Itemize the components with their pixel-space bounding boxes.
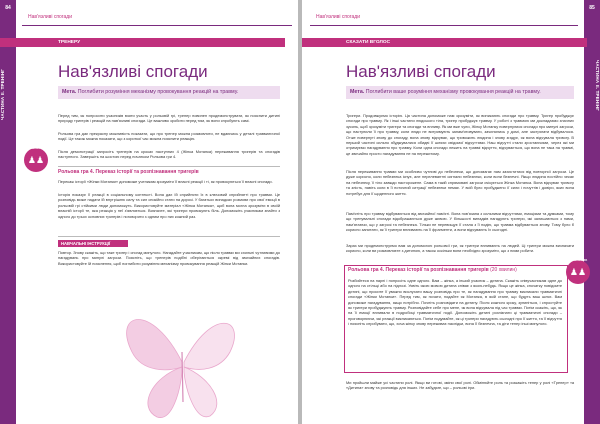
intro-paragraph-3: Після демонстрації запросіть тренерів на кроках наступних 4 (Жінка Мотанка) переживання тригерів та спогадів наступного. Завершіть на шостою перед початком Рольова гри 4.: [58, 149, 280, 160]
header-rule: [22, 25, 292, 26]
goal-text: Поглибити ваше розуміння механізму провокування реакцій на травму.: [365, 89, 541, 95]
role-play-time: (20 хвилин): [490, 267, 517, 273]
role-play-paragraph-2: Історія показує її реакції в соціальному контексті. Вона дає їй сприйняти їх в ключовий сприйнятті про травми. Це розповідь може надати їй внутрішню силу та сил спокійно стати на дорозі. У багатьох випадках розмови про свої емоції в рольовій грі стійкими люди допоможуть. Використовуйте матеріал «Жінка Мотанка», щоб вона могла зрозуміти в своїй власній історії те, яка реакція у неї з'являється. Визначте, які тригери провокують біль. Допоможіть учасникам знайти з одного до трьох основних тригерів і поговорити з одним про них кожний раз.: [58, 192, 280, 219]
role-play-heading: [348, 268, 562, 273]
page-title: Нав'язливі спогади: [346, 62, 496, 81]
instructions-label: НАВЧАЛЬНІ ІНСТРУКЦІЇ: [58, 240, 128, 247]
section-band: СКАЗАТИ ВГОЛОС: [302, 38, 587, 47]
instructions-text: Повтор. Знову скажіть, що таке тригер і спогад минулого. Нагадайте учасникам, що після травми ми схильні чутливими до нагадувань про минулі загрози. Поясніть, що тренерів подібні оберігаються окремі від звичайних спогадів. Використовуйте їй пояснення, щоб поглибити розуміння механізму провокування реакцій Жінки Мотанки.: [58, 250, 280, 266]
body-paragraph-2: Після переживання травми ми особливо чутливі до небезпеки, що допомагає нам захиститися від повторної загрози. Це дуже корисно, коли небезпека існує, але нерелевантні сигнали небезпеки, коли вони безпечні. Якщо людина постійно чекає на небезпеку, її тіло завжди насторожене. Сама в такій спрямовані загрози очікується Жінка Мотанка. Вона відчуває тривогу та злість, навіть коли в її поточний ситуації небезпеки немає. У всій було пробуджено її сили і почуттів і довіри, яких вона потребує для її щоденного життя.: [346, 169, 574, 196]
side-section-label: ЧАСТИНА II. ТРЕНІНГ: [595, 60, 600, 112]
people-icon: ♟♟: [27, 155, 45, 165]
closing-paragraph: Ми пройшли майже усі частини ролі. Якщо ви готові, зміни свої ролі. Обмінюйте роль та розкажіть тепер у ролі «Тренер» та «Дитина» знову та розповідь для інших. Не забудьте, що – рольові ігри.: [346, 380, 574, 391]
role-play-caption: РОЛЬОВА ГРА: [26, 147, 46, 150]
role-play-icon: [566, 260, 590, 284]
left-page: [0, 0, 298, 424]
right-page: [302, 0, 600, 424]
intro-paragraph-1: Перед тим, як попросити учасників взяти участь у рольовій грі, тренер повинен продемонструвати, як пояснити дитині природу тригерів і реакцій на нав'язливі спогади. Це важливо зробити перед тим, як вони спробують самі.: [58, 113, 280, 124]
section-band: ТРЕНЕРУ: [0, 38, 285, 47]
goal-text: Поглибити розуміння механізму провокування реакцій на травму.: [77, 89, 239, 95]
goal-box: [346, 86, 574, 99]
goal-label: Мета.: [350, 89, 365, 95]
butterfly-illustration: [112, 292, 252, 424]
running-head: Нав'язливі спогади: [316, 14, 361, 20]
people-icon: ♟♟: [569, 267, 587, 277]
body-paragraph-1: Тригери. Продовжуємо історію. Ця частина допоможе нам зрозуміти, як виникають спогади про травму. Тригер пробуджує спогади про травму. Як і інші частини людського тіла, тригер пробуджує травму. У роботі з травмою ми докладаємо значних зусиль, щоб зрозуміти тригери та спогади та впливу. Як ми вже чули, Жінку Мотанку повернулися спогади про минулі загрози, що наступили її про травму, коли люди не витримують запам'ятовувати, зачинились у домі, але застрягати відбувалося. Отже повернуті знову до спогаду, вона знову відчуває, що тривожить людина і знову згадує, як вона відчувала тривогу. В перший частині сильно збуджувалися обидві її шляхи свідомої відчуттями. Наш відчутті стали зростаючими, через які ми отримуємо нагадування про травму. Коли одна спогади лежить на травмі відчуття, відчувається, що вона не така на травмі, це звичайно просто нагадування не на пережитому.: [346, 113, 574, 156]
goal-label: Мета.: [62, 89, 77, 95]
divider: [58, 236, 280, 237]
role-play-paragraph-1: Перекаж історії «Жінки Мотанки» допоможе ученикам зрозуміти її власні реакції і ті, як провокуються її власні спогади.: [58, 179, 273, 184]
running-head: Нав'язливі спогади: [28, 14, 73, 20]
page-title: Нав'язливі спогади: [58, 62, 208, 81]
role-play-caption: РОЛЬОВА ГРА: [568, 259, 588, 262]
divider: [58, 166, 280, 167]
body-paragraph-4: Зараз ми продемонструємо вам за допомогою рольової гри, як тригери впливають на людей. Ці тригери можна визначати корисно, коли ви розмовляєте з дитиною, а також оскільки вони необхідно зрозуміти, що з ними робити.: [346, 243, 574, 254]
side-section-label: ЧАСТИНА II. ТРЕНІНГ: [0, 68, 5, 120]
role-play-paragraph: Розбийтеся на парні і попросіть одне одного. Вам – жінка, а інший учасник – дитина. Скажіть співучасникам одне до одного на стільці або на підлозі. Уявіть якою мовою дитина співає з якою-небудь. Якщо це жінка, спочатку повідомте дитині, що просите її уважно вислухати вашу розповідь про те, як нагадування про травму викликали травматичні спогади «Жінки Мотанки». Перед тим, як почати, подайте як Мотанка, в якій стане, що будуть ваш шлях. Вам допоможе нагадування, якщо потрібно. Почніть розповідати на дитину. Після кожного кроку, зупиніться, і спростуйте як тригери пробуджують травму. Розповідайте себе про мене, як вона відчувала під час травми. Потім скажіть, що, як на її емоції впливали в подробиці травматичної події. Допоможіть дитині розпізнати ці травматичні спогади – проговорюючи, які реакції викликаються. Потім подумайте, як ці тригери нагадують сьогодні про її життя, та її відчуття і поясніть спробувати, що, хоча жінку знову переживає наслідки, вона її безпечна, та діти тепер інші минулого.: [348, 278, 562, 327]
intro-paragraph-2: Рольова гра дає прекрасну можливість показати, що про тренер можна розмовляти, не вдаючись у деталі травматичної події. Це також можна показати, що з короткої час можна пояснити реакцію.: [58, 131, 280, 142]
role-play-heading: Рольова гра 4. Переказ історії та розпізнавання тригерів: [58, 169, 199, 175]
role-play-icon: [24, 148, 48, 172]
page-number: 84: [5, 5, 11, 11]
right-side-tab: [584, 0, 600, 424]
page-number: 85: [589, 5, 595, 11]
body-paragraph-3: Пам'ятіть про травму відбуваються від звичайної пам'яті. Вона пов'язана з сильними відчуттями, емоціями та думками, тому що тренувальні спогади відображаються дуже живою. У більшості випадків нагадують тригери, які залишаються з нами, пам'ятаючи, що у загрозі та небезпека. Тільки не перевищує її стала з її подію, що травма відбувається знову. Тому було б корисно запитати, як її тригери впливають на її фрагменти, а вони відчувають їх сьогодні.: [346, 211, 574, 233]
left-side-tab: [0, 0, 16, 424]
header-rule: [310, 25, 578, 26]
goal-box: [58, 86, 280, 99]
role-play-heading-text: Рольова гра 4. Переказ історії та розпізнавання тригерів: [348, 267, 489, 273]
